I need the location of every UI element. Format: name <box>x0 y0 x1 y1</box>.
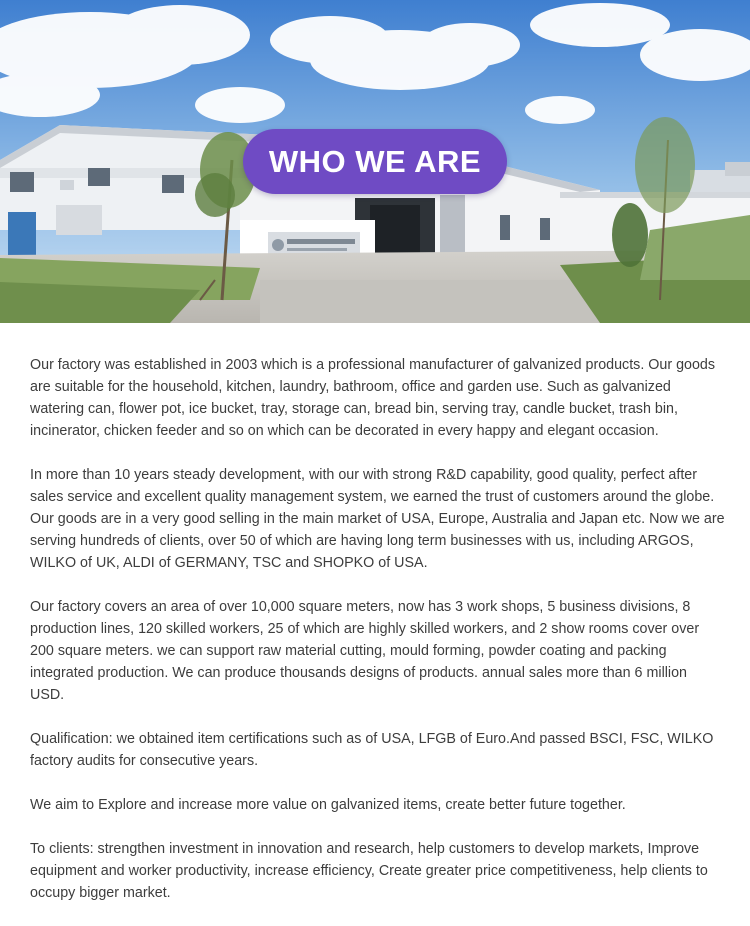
who-we-are-badge: WHO WE ARE <box>243 129 507 194</box>
about-content <box>30 354 725 926</box>
paragraph-aim: We aim to Explore and increase more value on galvanized items, create better future together. <box>30 797 626 813</box>
paragraph-qualification: Qualification: we obtained item certifications such as of USA, LFGB of Euro.And passed BSCI, FSC, WILKO factory audits for consecutive years. <box>30 731 714 769</box>
hero-banner <box>0 0 750 323</box>
paragraph-development: In more than 10 years steady development, with our with strong R&D capability, good quality, perfect after sales service and excellent quality management system, we earned the trust of customers around the globe. Our goods are in a very good selling in the main market of USA, Europe, Australia and Japan etc. Now we are serving hundreds of clients, over 50 of which are having long term businesses with us, including ARGOS, WILKO of UK, ALDI of GERMANY, TSC and SHOPKO of USA. <box>30 467 725 571</box>
paragraph-history: Our factory was established in 2003 which is a professional manufacturer of galvanized products. Our goods are suitable for the household, kitchen, laundry, bathroom, office and garden use. Such as galvanized watering can, flower pot, ice bucket, tray, storage can, bread bin, serving tray, candle bucket, trash bin, incinerator, chicken feeder and so on which can be decorated in every happy and elegant occasion. <box>30 357 716 439</box>
paragraph-facilities: Our factory covers an area of over 10,000 square meters, now has 3 work shops, 5 business divisions, 8 production lines, 120 skilled workers, 25 of which are highly skilled workers, and 2 show rooms cover over 200 square meters. we can support raw material cutting, mould forming, powder coating and packing integrated production. We can produce thousands designs of products. annual sales more than 6 million USD. <box>30 599 700 703</box>
paragraph-clients: To clients: strengthen investment in innovation and research, help customers to develop markets, Improve equipment and worker productivity, increase efficiency, Create greater price competitiveness, help clients to occupy bigger market. <box>30 841 708 901</box>
